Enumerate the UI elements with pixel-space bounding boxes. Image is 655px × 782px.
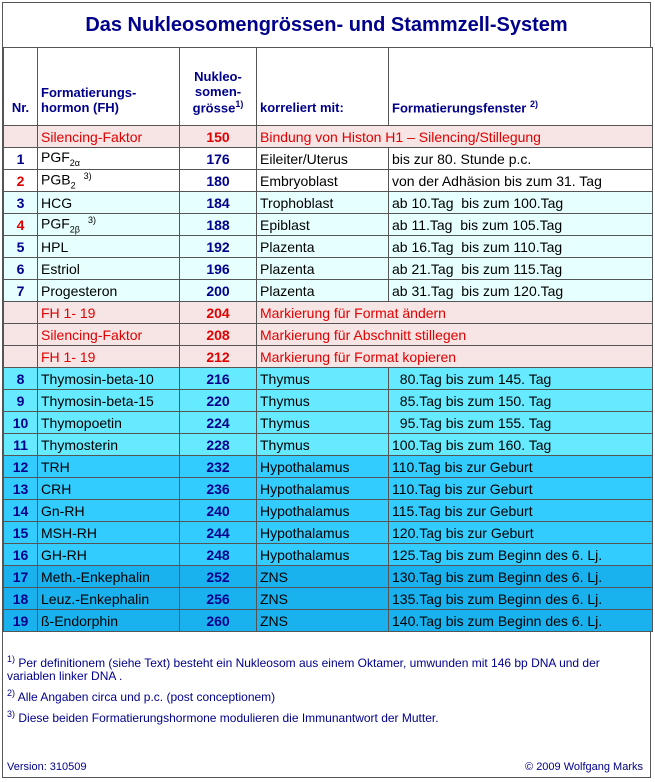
row-size: 252 bbox=[180, 566, 257, 588]
row-size: 212 bbox=[180, 346, 257, 368]
row-nr: 12 bbox=[4, 456, 38, 478]
hormone-table bbox=[3, 47, 653, 632]
row-size: 236 bbox=[180, 478, 257, 500]
row-window: ab 31.Tag bis zum 120.Tag bbox=[389, 280, 653, 302]
table-row bbox=[4, 522, 653, 544]
row-hormone-name: CRH bbox=[41, 480, 72, 497]
row-hormone-name: Meth.-Enkephalin bbox=[41, 568, 150, 585]
row-window: 85.Tag bis zum 150. Tag bbox=[389, 390, 653, 412]
row-nr: 1 bbox=[4, 148, 38, 170]
table-row bbox=[4, 434, 653, 456]
row-correlated: Bindung von Histon H1 – Silencing/Stillegung bbox=[257, 126, 653, 148]
header-size bbox=[180, 48, 257, 126]
row-size: 260 bbox=[180, 610, 257, 632]
row-hormone bbox=[38, 522, 180, 544]
row-hormone bbox=[38, 412, 180, 434]
row-size: 244 bbox=[180, 522, 257, 544]
row-hormone-name: Silencing-Faktor bbox=[41, 128, 143, 145]
row-hormone bbox=[38, 346, 180, 368]
footnote-2-text: Alle Angaben circa und p.c. (post conceptionem) bbox=[17, 690, 276, 704]
header-correlated: korreliert mit: bbox=[257, 48, 389, 126]
row-hormone-name: Thymopoetin bbox=[41, 414, 122, 431]
row-correlated: Plazenta bbox=[257, 258, 389, 280]
row-window: 135.Tag bis zum Beginn des 6. Lj. bbox=[389, 588, 653, 610]
row-size: 216 bbox=[180, 368, 257, 390]
row-nr bbox=[4, 302, 38, 324]
table-row bbox=[4, 192, 653, 214]
row-hormone-name: Thymosterin bbox=[41, 436, 119, 453]
row-hormone-subscript: 2α bbox=[69, 157, 80, 168]
row-size: 224 bbox=[180, 412, 257, 434]
row-window: 95.Tag bis zum 155. Tag bbox=[389, 412, 653, 434]
row-hormone bbox=[38, 258, 180, 280]
row-correlated: Markierung für Format kopieren bbox=[257, 346, 653, 368]
table-row bbox=[4, 456, 653, 478]
row-size: 204 bbox=[180, 302, 257, 324]
row-correlated: Thymus bbox=[257, 434, 389, 456]
row-hormone bbox=[38, 280, 180, 302]
row-hormone bbox=[38, 434, 180, 456]
row-correlated: Embryoblast bbox=[257, 170, 389, 192]
row-hormone-name: HCG bbox=[41, 194, 73, 211]
row-correlated: Hypothalamus bbox=[257, 478, 389, 500]
row-window: 140.Tag bis zum Beginn des 6. Lj. bbox=[389, 610, 653, 632]
row-hormone bbox=[38, 170, 180, 192]
row-hormone bbox=[38, 368, 180, 390]
row-hormone-name: Estriol bbox=[41, 260, 80, 277]
row-hormone-name: MSH-RH bbox=[41, 524, 97, 541]
table-row bbox=[4, 478, 653, 500]
header-size-line3: grösse bbox=[192, 100, 236, 115]
table-row bbox=[4, 544, 653, 566]
row-nr: 14 bbox=[4, 500, 38, 522]
row-size: 232 bbox=[180, 456, 257, 478]
row-size: 184 bbox=[180, 192, 257, 214]
row-size: 248 bbox=[180, 544, 257, 566]
table-row bbox=[4, 280, 653, 302]
table-row bbox=[4, 588, 653, 610]
row-correlated: Markierung für Format ändern bbox=[257, 302, 653, 324]
header-window bbox=[389, 48, 653, 126]
row-correlated: Thymus bbox=[257, 390, 389, 412]
row-nr: 7 bbox=[4, 280, 38, 302]
row-hormone-name: FH 1- 19 bbox=[41, 348, 96, 365]
footnote-3-text: Diese beiden Formatierungshormone modulieren die Immunantwort der Mutter. bbox=[18, 711, 439, 725]
table-row bbox=[4, 346, 653, 368]
row-hormone bbox=[38, 302, 180, 324]
row-window: ab 10.Tag bis zum 100.Tag bbox=[389, 192, 653, 214]
row-correlated: Thymus bbox=[257, 412, 389, 434]
table-row bbox=[4, 390, 653, 412]
table-row bbox=[4, 148, 653, 170]
row-hormone bbox=[38, 500, 180, 522]
table-header-row bbox=[4, 48, 653, 126]
row-hormone-footnote: 3) bbox=[87, 214, 96, 225]
row-window: von der Adhäsion bis zum 31. Tag bbox=[389, 170, 653, 192]
row-hormone bbox=[38, 544, 180, 566]
footnote-3-mark: 3) bbox=[7, 709, 16, 719]
header-hormone bbox=[38, 48, 180, 126]
row-size: 196 bbox=[180, 258, 257, 280]
row-size: 220 bbox=[180, 390, 257, 412]
row-window: 120.Tag bis zur Geburt bbox=[389, 522, 653, 544]
row-hormone-footnote: 3) bbox=[83, 170, 92, 181]
row-correlated: Markierung für Abschnitt stillegen bbox=[257, 324, 653, 346]
row-window: 80.Tag bis zum 145. Tag bbox=[389, 368, 653, 390]
footnote-1-text: Per definitionem (siehe Text) besteht ein Nukleosom aus einem Oktamer, umwunden mit 146 bp DNA und der variablen linker DNA . bbox=[7, 656, 600, 683]
row-correlated: Hypothalamus bbox=[257, 500, 389, 522]
row-hormone-subscript: 2 bbox=[70, 180, 76, 191]
row-nr: 5 bbox=[4, 236, 38, 258]
table-row bbox=[4, 610, 653, 632]
row-hormone-subscript: 2β bbox=[69, 224, 80, 235]
header-size-line2: somen- bbox=[194, 83, 242, 99]
row-hormone-name: FH 1- 19 bbox=[41, 304, 96, 321]
row-correlated: Trophoblast bbox=[257, 192, 389, 214]
row-nr: 3 bbox=[4, 192, 38, 214]
row-window: bis zur 80. Stunde p.c. bbox=[389, 148, 653, 170]
row-size: 176 bbox=[180, 148, 257, 170]
row-hormone-name: PGF bbox=[41, 215, 70, 232]
table-row bbox=[4, 500, 653, 522]
row-hormone bbox=[38, 126, 180, 148]
row-hormone bbox=[38, 566, 180, 588]
row-nr: 6 bbox=[4, 258, 38, 280]
row-hormone-name: GH-RH bbox=[41, 546, 87, 563]
header-size-line1: Nukleo- bbox=[194, 68, 242, 84]
row-correlated: ZNS bbox=[257, 588, 389, 610]
footnote-1-mark: 1) bbox=[7, 654, 16, 664]
row-nr: 9 bbox=[4, 390, 38, 412]
row-correlated: Thymus bbox=[257, 368, 389, 390]
row-nr: 17 bbox=[4, 566, 38, 588]
row-hormone bbox=[38, 390, 180, 412]
row-correlated: Hypothalamus bbox=[257, 522, 389, 544]
table-row bbox=[4, 368, 653, 390]
row-hormone bbox=[38, 478, 180, 500]
footnote-3 bbox=[7, 708, 647, 725]
row-hormone bbox=[38, 192, 180, 214]
row-correlated: Eileiter/Uterus bbox=[257, 148, 389, 170]
header-window-footnote: 2) bbox=[530, 98, 539, 109]
row-correlated: Epiblast bbox=[257, 214, 389, 236]
row-window: ab 11.Tag bis zum 105.Tag bbox=[389, 214, 653, 236]
row-hormone-name: PGB bbox=[41, 171, 71, 188]
row-hormone-name: Thymosin-beta-15 bbox=[41, 392, 154, 409]
row-size: 188 bbox=[180, 214, 257, 236]
copyright-label: © 2009 Wolfgang Marks bbox=[525, 761, 643, 773]
row-window: 110.Tag bis zur Geburt bbox=[389, 478, 653, 500]
table-row bbox=[4, 236, 653, 258]
table-row bbox=[4, 566, 653, 588]
row-nr: 4 bbox=[4, 214, 38, 236]
row-hormone-name: PGF bbox=[41, 149, 70, 166]
page-title: Das Nukleosomengrössen- und Stammzell-System bbox=[3, 3, 650, 48]
row-size: 180 bbox=[180, 170, 257, 192]
row-hormone bbox=[38, 324, 180, 346]
header-size-footnote: 1) bbox=[235, 98, 244, 109]
row-window: 110.Tag bis zur Geburt bbox=[389, 456, 653, 478]
table-row bbox=[4, 214, 653, 236]
header-nr: Nr. bbox=[4, 48, 38, 126]
row-window: ab 21.Tag bis zum 115.Tag bbox=[389, 258, 653, 280]
row-hormone bbox=[38, 588, 180, 610]
row-window: 130.Tag bis zum Beginn des 6. Lj. bbox=[389, 566, 653, 588]
row-window: 115.Tag bis zur Geburt bbox=[389, 500, 653, 522]
row-correlated: ZNS bbox=[257, 610, 389, 632]
row-nr: 18 bbox=[4, 588, 38, 610]
row-hormone-name: ß-Endorphin bbox=[41, 612, 119, 629]
row-size: 240 bbox=[180, 500, 257, 522]
row-nr: 16 bbox=[4, 544, 38, 566]
row-window: 100.Tag bis zum 160. Tag bbox=[389, 434, 653, 456]
row-hormone-name: Leuz.-Enkephalin bbox=[41, 590, 150, 607]
row-nr: 13 bbox=[4, 478, 38, 500]
row-size: 256 bbox=[180, 588, 257, 610]
row-nr: 15 bbox=[4, 522, 38, 544]
row-window: ab 16.Tag bis zum 110.Tag bbox=[389, 236, 653, 258]
row-size: 200 bbox=[180, 280, 257, 302]
row-correlated: Hypothalamus bbox=[257, 456, 389, 478]
footnotes bbox=[7, 653, 647, 729]
row-hormone-name: Thymosin-beta-10 bbox=[41, 370, 154, 387]
row-correlated: Plazenta bbox=[257, 280, 389, 302]
row-hormone-name: TRH bbox=[41, 458, 70, 475]
row-nr: 2 bbox=[4, 170, 38, 192]
row-hormone-name: HPL bbox=[41, 238, 69, 255]
row-hormone bbox=[38, 456, 180, 478]
row-hormone-name: Progesteron bbox=[41, 282, 118, 299]
row-nr bbox=[4, 346, 38, 368]
row-hormone bbox=[38, 148, 180, 170]
row-nr: 10 bbox=[4, 412, 38, 434]
row-hormone bbox=[38, 610, 180, 632]
row-hormone bbox=[38, 214, 180, 236]
table-row bbox=[4, 302, 653, 324]
header-hormone-line1: Formatierungs- bbox=[41, 85, 137, 100]
row-hormone-name: Silencing-Faktor bbox=[41, 326, 143, 343]
table-row bbox=[4, 258, 653, 280]
footnote-2-mark: 2) bbox=[7, 688, 16, 698]
row-size: 150 bbox=[180, 126, 257, 148]
footnote-1 bbox=[7, 653, 647, 683]
header-hormone-line2: hormon (FH) bbox=[41, 100, 119, 115]
row-correlated: Hypothalamus bbox=[257, 544, 389, 566]
table-row bbox=[4, 324, 653, 346]
row-nr: 19 bbox=[4, 610, 38, 632]
footer bbox=[7, 761, 647, 773]
footnote-2 bbox=[7, 687, 647, 704]
row-nr bbox=[4, 126, 38, 148]
row-size: 228 bbox=[180, 434, 257, 456]
row-size: 192 bbox=[180, 236, 257, 258]
row-window: 125.Tag bis zum Beginn des 6. Lj. bbox=[389, 544, 653, 566]
table-row bbox=[4, 412, 653, 434]
version-label: Version: 310509 bbox=[7, 761, 87, 773]
table-row bbox=[4, 126, 653, 148]
row-nr bbox=[4, 324, 38, 346]
row-correlated: Plazenta bbox=[257, 236, 389, 258]
row-hormone-name: Gn-RH bbox=[41, 502, 85, 519]
document-frame bbox=[2, 2, 651, 778]
row-nr: 11 bbox=[4, 434, 38, 456]
row-correlated: ZNS bbox=[257, 566, 389, 588]
header-window-label: Formatierungsfenster bbox=[392, 100, 527, 115]
row-hormone bbox=[38, 236, 180, 258]
row-size: 208 bbox=[180, 324, 257, 346]
table-row bbox=[4, 170, 653, 192]
row-nr: 8 bbox=[4, 368, 38, 390]
